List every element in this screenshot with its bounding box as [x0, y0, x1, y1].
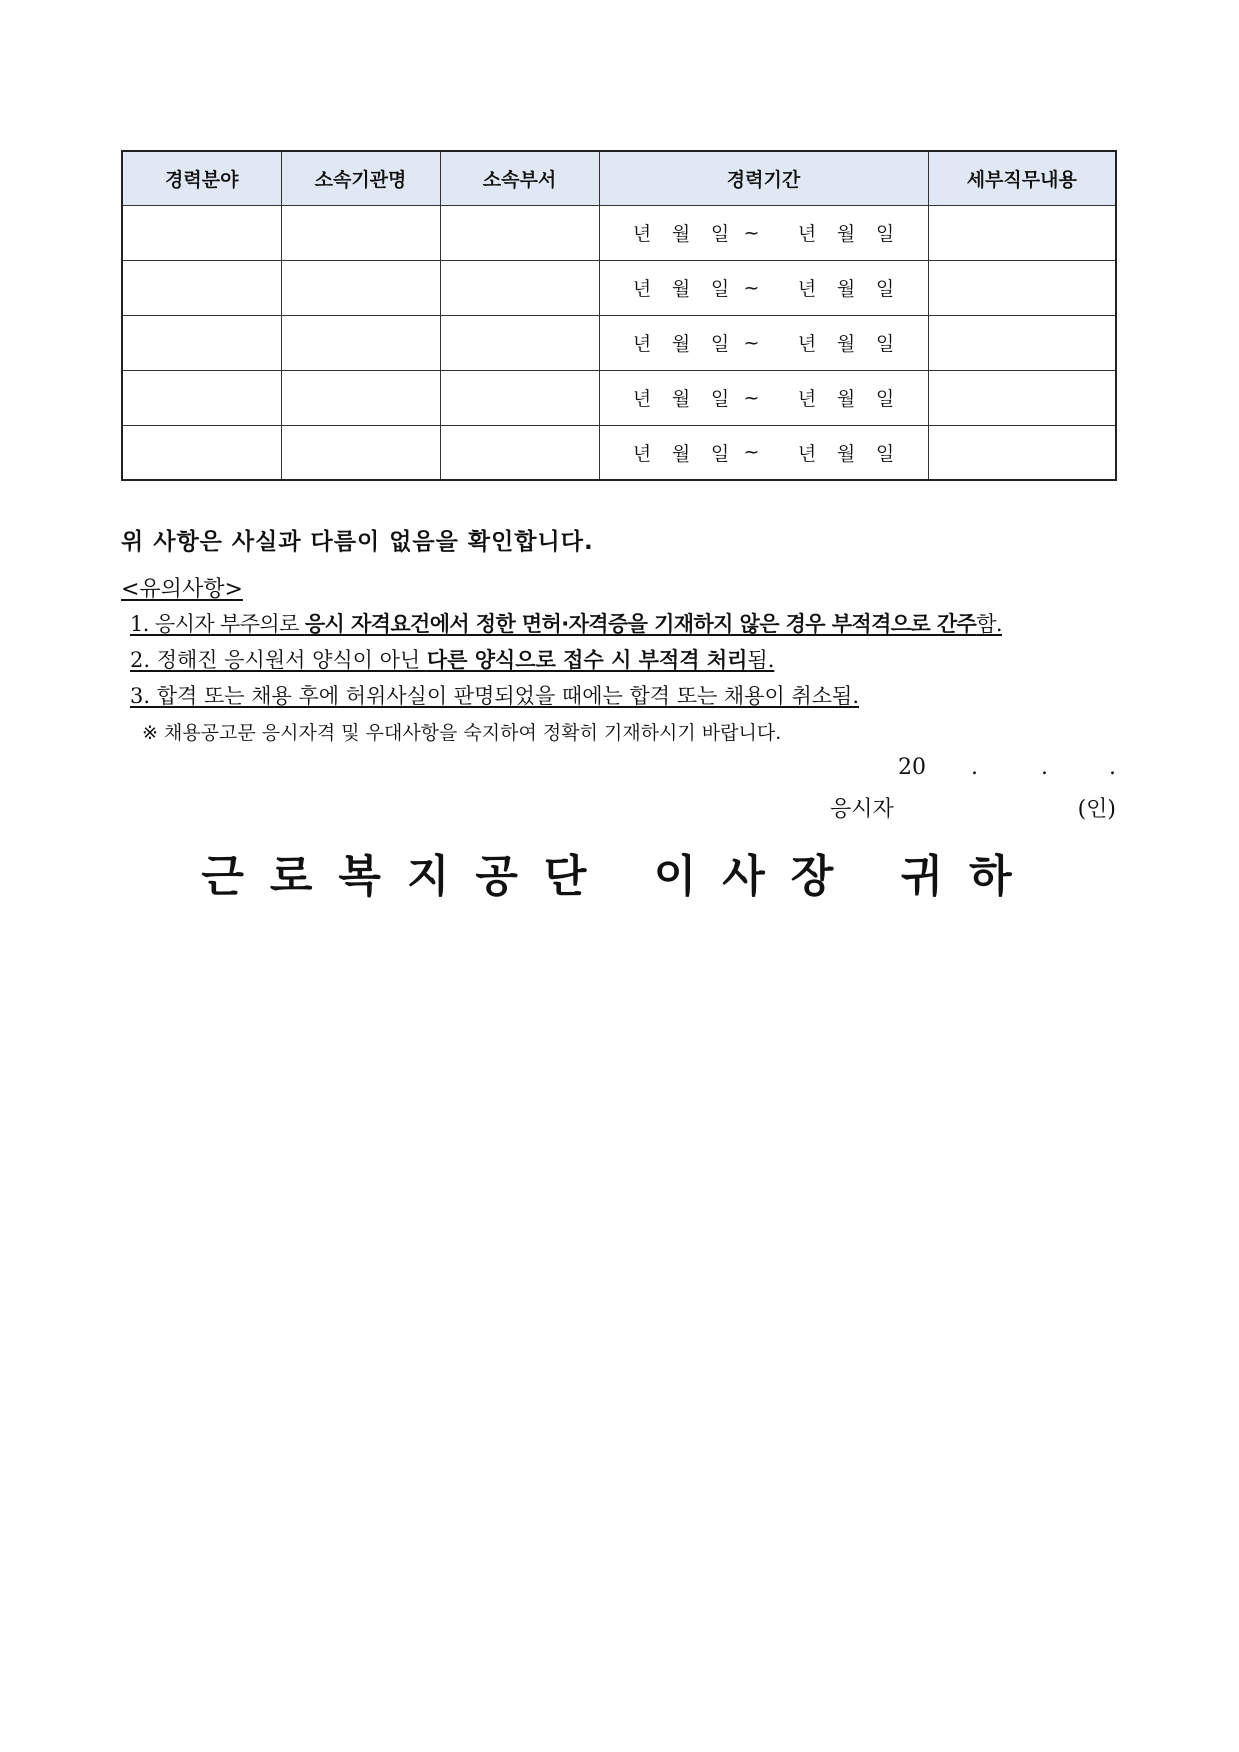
period-range [600, 439, 928, 466]
career-period-cell [599, 260, 928, 315]
start-month-label: 월 [671, 223, 691, 245]
end-year-label: 년 [797, 223, 817, 245]
job-details-cell[interactable] [928, 370, 1116, 425]
career-field-cell[interactable] [122, 315, 281, 370]
end-day-label: 일 [875, 333, 895, 355]
table-row [122, 370, 1116, 425]
career-period-cell [599, 425, 928, 480]
start-year-label: 년 [632, 278, 652, 300]
date-separator-day: . [1109, 755, 1116, 780]
applicant-signature-line [830, 792, 1116, 822]
start-month-label: 월 [671, 333, 691, 355]
recipient-title: 근로복지공단 이사장 귀하 [201, 851, 1038, 902]
start-day-label: 일 [710, 442, 730, 465]
end-month-label: 월 [836, 333, 856, 355]
date-year-prefix: 20 [898, 755, 926, 780]
applicant-label: 응시자 [830, 797, 894, 822]
department-cell[interactable] [440, 315, 599, 370]
start-year-label: 년 [632, 442, 652, 465]
period-separator: ~ [743, 441, 760, 464]
end-year-label: 년 [797, 333, 817, 355]
note-1-suffix: 함. [976, 612, 1002, 636]
header-job-details: 세부직무내용 [928, 151, 1116, 205]
end-year-label: 년 [797, 442, 817, 465]
start-year-label: 년 [632, 333, 652, 355]
career-field-cell[interactable] [122, 260, 281, 315]
department-cell[interactable] [440, 370, 599, 425]
table-header-row [122, 151, 1116, 205]
career-field-cell[interactable] [122, 425, 281, 480]
end-month-label: 월 [836, 223, 856, 245]
period-range [600, 384, 928, 411]
start-day-label: 일 [710, 388, 730, 410]
note-item-2 [130, 644, 774, 674]
start-year-label: 년 [632, 388, 652, 410]
end-month-label: 월 [836, 442, 856, 465]
end-day-label: 일 [875, 223, 895, 245]
note-1-prefix: 1. 응시자 부주의로 [130, 612, 305, 636]
department-cell[interactable] [440, 425, 599, 480]
period-range [600, 219, 928, 246]
end-month-label: 월 [836, 388, 856, 410]
table-row [122, 260, 1116, 315]
start-month-label: 월 [671, 278, 691, 300]
notes-title: <유의사항> [121, 577, 243, 602]
start-day-label: 일 [710, 278, 730, 300]
start-month-label: 월 [671, 442, 691, 465]
header-career-period: 경력기간 [599, 151, 928, 205]
note-2-emphasis: 다른 양식으로 접수 시 부적격 처리 [426, 648, 748, 672]
career-field-cell[interactable] [122, 205, 281, 260]
job-details-cell[interactable] [928, 425, 1116, 480]
start-month-label: 월 [671, 388, 691, 410]
period-separator: ~ [743, 276, 760, 299]
period-separator: ~ [743, 221, 760, 244]
header-department: 소속부서 [440, 151, 599, 205]
organization-name-cell[interactable] [281, 370, 440, 425]
department-cell[interactable] [440, 260, 599, 315]
job-details-cell[interactable] [928, 315, 1116, 370]
start-day-label: 일 [710, 223, 730, 245]
job-details-cell[interactable] [928, 205, 1116, 260]
confirmation-statement: 위 사항은 사실과 다름이 없음을 확인합니다. [121, 529, 594, 555]
period-range [600, 274, 928, 301]
table-row [122, 315, 1116, 370]
note-item-3 [130, 680, 859, 710]
table-row [122, 205, 1116, 260]
career-history-table [121, 150, 1117, 481]
organization-name-cell[interactable] [281, 425, 440, 480]
header-career-field: 경력분야 [122, 151, 281, 205]
organization-name-cell[interactable] [281, 205, 440, 260]
date-line [898, 755, 1116, 785]
seal-mark: (인) [1077, 797, 1116, 822]
period-range [600, 329, 928, 356]
career-period-cell [599, 370, 928, 425]
date-separator-month: . [1041, 755, 1048, 780]
career-period-cell [599, 205, 928, 260]
start-day-label: 일 [710, 333, 730, 355]
start-year-label: 년 [632, 223, 652, 245]
note-3-text: 3. 합격 또는 채용 후에 허위사실이 판명되었을 때에는 합격 또는 채용이 취소됨. [130, 684, 860, 708]
note-1-emphasis: 응시 자격요건에서 정한 면허·자격증을 기재하지 않은 경우 부적격으로 간주 [304, 612, 977, 636]
note-2-prefix: 2. 정해진 응시원서 양식이 아닌 [130, 648, 427, 672]
job-details-cell[interactable] [928, 260, 1116, 315]
note-item-1 [130, 608, 1002, 638]
end-year-label: 년 [797, 388, 817, 410]
career-period-cell [599, 315, 928, 370]
table-row [122, 425, 1116, 480]
career-field-cell[interactable] [122, 370, 281, 425]
organization-name-cell[interactable] [281, 260, 440, 315]
organization-name-cell[interactable] [281, 315, 440, 370]
note-2-suffix: 됨. [747, 648, 775, 672]
end-month-label: 월 [836, 278, 856, 300]
department-cell[interactable] [440, 205, 599, 260]
date-separator-year: . [971, 755, 978, 780]
header-organization-name: 소속기관명 [281, 151, 440, 205]
period-separator: ~ [743, 386, 760, 409]
end-year-label: 년 [797, 278, 817, 300]
end-day-label: 일 [875, 442, 895, 465]
end-day-label: 일 [875, 388, 895, 410]
end-day-label: 일 [875, 278, 895, 300]
remark-note: ※ 채용공고문 응시자격 및 우대사항을 숙지하여 정확히 기재하시기 바랍니다. [142, 722, 782, 744]
period-separator: ~ [743, 331, 760, 354]
